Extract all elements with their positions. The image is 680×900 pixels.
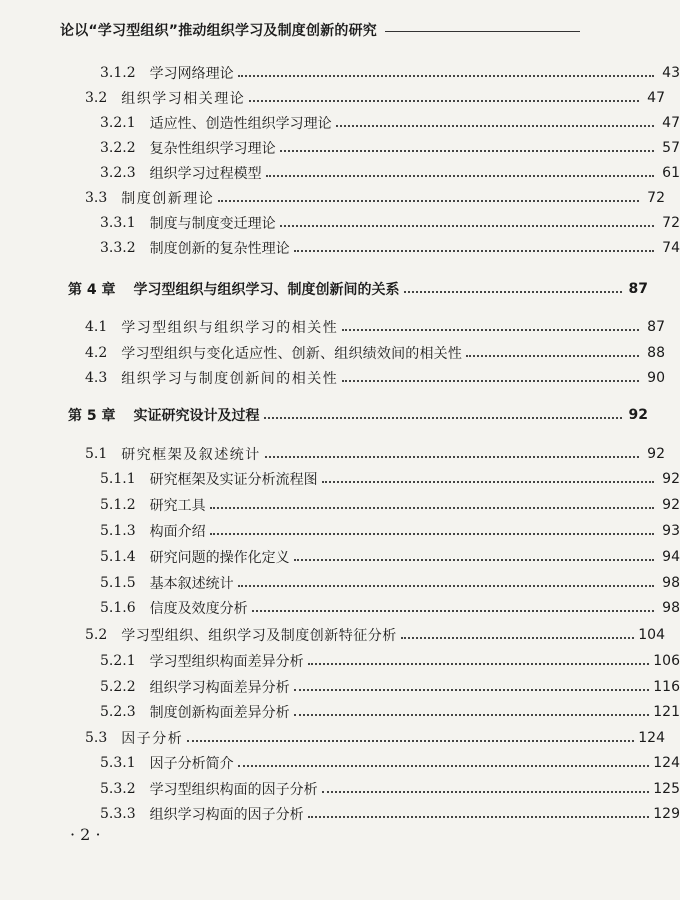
dot-leader: [401, 637, 635, 639]
dot-leader: [336, 125, 654, 127]
page-number: 104: [638, 627, 665, 643]
page-number: 57: [662, 140, 680, 156]
section-title: 组织学习过程模型: [149, 166, 262, 182]
dot-leader: [294, 250, 654, 252]
dot-leader: [294, 714, 650, 716]
page-number: 93: [662, 523, 680, 539]
section-number: 5.1.1: [100, 471, 136, 487]
dot-leader: [238, 75, 654, 77]
page-number: 87: [647, 319, 665, 335]
toc-entry-5-1[interactable]: [0, 443, 665, 465]
toc-entry-5-3[interactable]: [0, 727, 665, 749]
toc-entry-5-1-3[interactable]: [0, 520, 680, 542]
section-title: 信度及效度分析: [149, 601, 248, 617]
section-number: 5.1.5: [100, 575, 136, 591]
dot-leader: [249, 100, 639, 102]
section-title: 因子分析: [121, 731, 184, 747]
toc-entry-5-1-1[interactable]: [0, 468, 680, 490]
section-title: 组织学习构面差异分析: [149, 680, 290, 696]
section-title: 学习型组织、组织学习及制度创新特征分析: [121, 628, 397, 644]
page-number: 61: [662, 165, 680, 181]
dot-leader: [322, 481, 654, 483]
dot-leader: [322, 791, 650, 793]
toc-entry-5-2-2[interactable]: [0, 676, 680, 698]
toc-entry-3-2-1[interactable]: [0, 112, 680, 134]
section-title: 研究框架及叙述统计: [121, 447, 261, 463]
page-footer-number: · 2 ·: [70, 825, 101, 844]
section-title: 研究框架及实证分析流程图: [149, 472, 318, 488]
toc-entry-5-2-3[interactable]: [0, 701, 680, 723]
dot-leader: [342, 380, 639, 382]
section-title: 组织学习构面的因子分析: [149, 807, 304, 823]
page-number: 90: [647, 370, 665, 386]
toc-entry-3-2[interactable]: [0, 87, 665, 109]
page-number: 74: [662, 240, 680, 256]
toc-entry-4-2[interactable]: [0, 342, 665, 364]
book-title: 论以“学习型组织”推动组织学习及制度创新的研究: [60, 23, 378, 39]
dot-leader: [280, 150, 654, 152]
dot-leader: [238, 765, 650, 767]
page-number: 92: [647, 446, 665, 462]
section-title: 适应性、创造性组织学习理论: [149, 116, 332, 132]
page-number: 116: [653, 679, 680, 695]
toc-entry-5-2-1[interactable]: [0, 650, 680, 672]
toc-entry-4-1[interactable]: [0, 316, 665, 338]
dot-leader: [404, 291, 623, 293]
toc-entry-3-3[interactable]: [0, 187, 665, 209]
page-number: 124: [638, 730, 665, 746]
section-number: 3.1.2: [100, 65, 136, 81]
dot-leader: [280, 225, 654, 227]
section-number: 3.2.1: [100, 115, 136, 131]
section-number: 3.2.2: [100, 140, 136, 156]
page-number: 92: [662, 471, 680, 487]
toc-entry-5-2[interactable]: [0, 624, 665, 646]
page-number: 124: [653, 755, 680, 771]
page-number: 98: [662, 575, 680, 591]
section-number: 5.2.1: [100, 653, 136, 669]
section-number: 4.2: [85, 345, 108, 361]
page-number: 129: [653, 806, 680, 822]
page-number: 88: [647, 345, 665, 361]
section-number: 4.1: [85, 319, 108, 335]
section-title: 制度与制度变迁理论: [149, 216, 276, 232]
page-number: 94: [662, 549, 680, 565]
section-number: 5.1: [85, 446, 108, 462]
page-number: 87: [628, 281, 648, 297]
section-number: 5.3.3: [100, 806, 136, 822]
section-number: 5.2: [85, 627, 108, 643]
page-number: 106: [653, 653, 680, 669]
section-number: 5.3.1: [100, 755, 136, 771]
toc-entry-5-3-1[interactable]: [0, 752, 680, 774]
section-number: 4.3: [85, 370, 108, 386]
dot-leader: [308, 663, 650, 665]
section-title: 组织学习相关理论: [121, 91, 246, 107]
section-title: 复杂性组织学习理论: [149, 141, 276, 157]
chapter-number: 第 5 章: [68, 408, 116, 424]
toc-entry-3-3-2[interactable]: [0, 237, 680, 259]
section-number: 5.1.3: [100, 523, 136, 539]
header-rule: [385, 31, 580, 32]
section-number: 5.3: [85, 730, 108, 746]
section-title: 研究问题的操作化定义: [149, 550, 290, 566]
section-title: 学习型组织与变化适应性、创新、组织绩效间的相关性: [121, 346, 463, 362]
page-number: 72: [647, 190, 665, 206]
page-number: 47: [662, 115, 680, 131]
chapter-title: 实证研究设计及过程: [133, 408, 260, 424]
section-number: 3.2: [85, 90, 108, 106]
page-number: 98: [662, 600, 680, 616]
dot-leader: [466, 355, 639, 357]
toc-entry-5-3-3[interactable]: [0, 803, 680, 825]
toc-entry-3-2-3[interactable]: [0, 162, 680, 184]
section-title: 制度创新构面差异分析: [149, 705, 290, 721]
toc-entry-3-3-1[interactable]: [0, 212, 680, 234]
page-number: 125: [653, 781, 680, 797]
dot-leader: [218, 200, 639, 202]
page-number: 72: [662, 215, 680, 231]
section-number: 5.1.6: [100, 600, 136, 616]
toc-entry-5-1-5[interactable]: [0, 572, 680, 594]
section-number: 3.3.1: [100, 215, 136, 231]
page-number: 121: [653, 704, 680, 720]
section-number: 5.1.2: [100, 497, 136, 513]
section-number: 5.1.4: [100, 549, 136, 565]
dot-leader: [252, 610, 654, 612]
dot-leader: [210, 533, 654, 535]
toc-entry-5-3-2[interactable]: [0, 778, 680, 800]
dot-leader: [264, 417, 623, 419]
dot-leader: [238, 585, 654, 587]
page-number: 92: [662, 497, 680, 513]
dot-leader: [187, 740, 634, 742]
toc-entry-3-1-2[interactable]: [0, 62, 680, 84]
toc-entry-5-1-2[interactable]: [0, 494, 680, 516]
page-number: 43: [662, 65, 680, 81]
dot-leader: [342, 329, 639, 331]
section-number: 3.3: [85, 190, 108, 206]
section-title: 学习网络理论: [149, 66, 234, 82]
section-number: 3.2.3: [100, 165, 136, 181]
chapter-number: 第 4 章: [68, 282, 116, 298]
dot-leader: [266, 175, 654, 177]
section-title: 构面介绍: [149, 524, 206, 540]
section-number: 5.3.2: [100, 781, 136, 797]
section-title: 学习型组织构面的因子分析: [149, 782, 318, 798]
section-title: 因子分析简介: [149, 756, 234, 772]
toc-entry-4-3[interactable]: [0, 367, 665, 389]
dot-leader: [210, 507, 654, 509]
dot-leader: [265, 456, 639, 458]
toc-entry-3-2-2[interactable]: [0, 137, 680, 159]
toc-entry-5-1-4[interactable]: [0, 546, 680, 568]
dot-leader: [294, 559, 654, 561]
section-number: 3.3.2: [100, 240, 136, 256]
section-number: 5.2.2: [100, 679, 136, 695]
section-title: 制度创新理论: [121, 191, 215, 207]
section-title: 基本叙述统计: [149, 576, 234, 592]
section-title: 学习型组织与组织学习的相关性: [121, 320, 339, 336]
page-number: 47: [647, 90, 665, 106]
section-title: 学习型组织构面差异分析: [149, 654, 304, 670]
page-number: 92: [628, 407, 648, 423]
toc-chapter-4[interactable]: [0, 278, 648, 300]
chapter-title: 学习型组织与组织学习、制度创新间的关系: [133, 282, 400, 298]
section-title: 组织学习与制度创新间的相关性: [121, 371, 339, 387]
toc-chapter-5[interactable]: [0, 404, 648, 426]
dot-leader: [294, 689, 650, 691]
running-header: [60, 18, 580, 42]
toc-entry-5-1-6[interactable]: [0, 597, 680, 619]
dot-leader: [308, 816, 650, 818]
section-title: 制度创新的复杂性理论: [149, 241, 290, 257]
section-number: 5.2.3: [100, 704, 136, 720]
section-title: 研究工具: [149, 498, 206, 514]
